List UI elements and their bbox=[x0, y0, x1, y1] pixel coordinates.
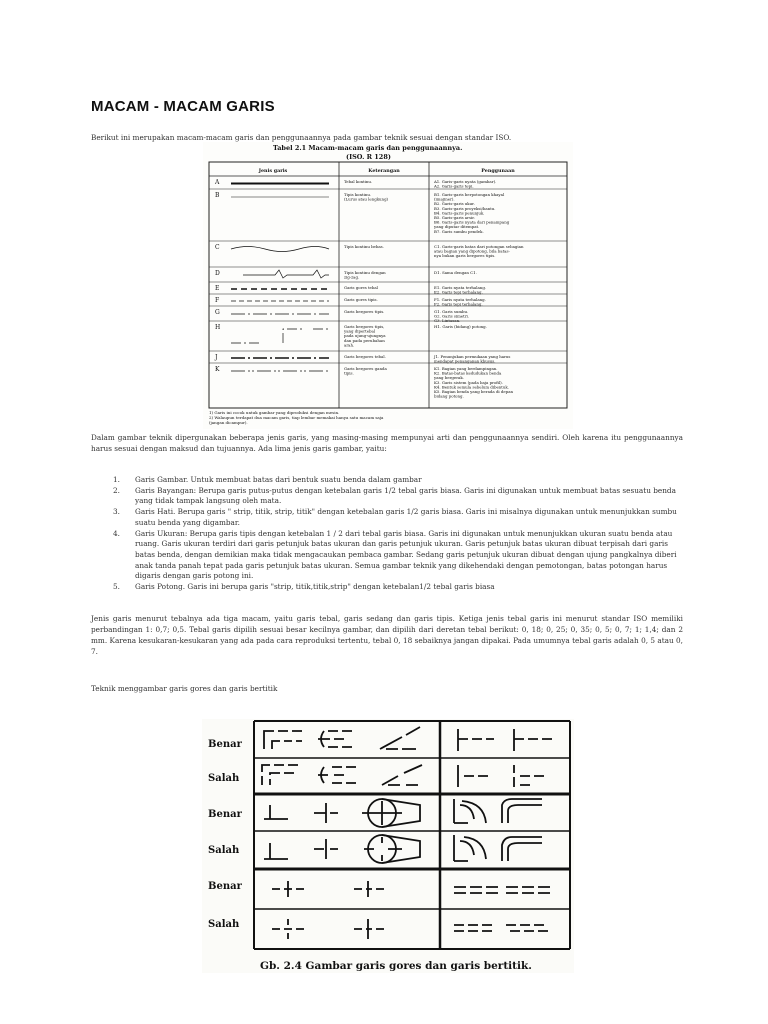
table-header-cell: Penggunaan bbox=[481, 168, 515, 174]
row-code: E bbox=[215, 285, 220, 292]
row-description: arah. bbox=[344, 342, 355, 348]
list-number: 3. bbox=[113, 507, 120, 517]
dashed-lines-figure bbox=[202, 719, 574, 973]
row-description: Tipis kontinu bebas. bbox=[344, 244, 384, 249]
figure-row-label: Benar bbox=[208, 881, 242, 892]
table-note: 2) Walaupun terdapat dua macam garis, tiap lembar memakai hanya satu macam saja bbox=[209, 415, 384, 420]
list-number: 5. bbox=[113, 582, 120, 592]
intro-paragraph: Berikut ini merupakan macam-macam garis dan penggunaannya pada gambar teknik sesuai dengan standar ISO. bbox=[91, 133, 512, 142]
table-note: (jangan dicampur). bbox=[209, 420, 248, 425]
row-usage: nya bukan garis bergores tipis. bbox=[434, 253, 496, 259]
table-caption: Tabel 2.1 Macam-macam garis dan penggunaannya. bbox=[273, 144, 463, 152]
line-kinds-list bbox=[91, 475, 681, 593]
row-usage: D1. Sama dengan C1. bbox=[434, 270, 477, 275]
row-usage: K3. Garis sistem (pada baja profil). bbox=[434, 379, 503, 385]
row-description: zig-zag. bbox=[344, 274, 360, 280]
table-row bbox=[215, 270, 477, 280]
row-usage: H1. Garis (bidang) potong. bbox=[434, 324, 487, 329]
row-usage: yang diputar ditempat. bbox=[434, 224, 480, 230]
row-description: Tipis kontinu. bbox=[344, 192, 372, 197]
table-caption-iso: (ISO. R 128) bbox=[346, 153, 391, 161]
row-usage: G2. Garis simetri. bbox=[434, 313, 469, 319]
table-row bbox=[215, 244, 524, 258]
list-item bbox=[91, 507, 681, 528]
technique-heading: Teknik menggambar garis gores dan garis bertitik bbox=[91, 684, 278, 693]
table-row bbox=[214, 179, 496, 189]
row-description: Tipis kontinu dengan bbox=[344, 270, 386, 275]
list-item bbox=[91, 529, 681, 583]
row-code: F bbox=[215, 297, 220, 304]
figure-row-label: Salah bbox=[208, 773, 240, 784]
row-description: dan pada perubahan bbox=[344, 337, 385, 343]
row-code: G bbox=[215, 309, 220, 316]
row-usage: E2. Garis tepi terhalang. bbox=[434, 289, 483, 295]
line-sample bbox=[243, 270, 329, 278]
row-code: A bbox=[215, 179, 220, 186]
row-usage: J1. Penunjukan permukaan yang harus bbox=[434, 354, 511, 359]
row-description: Garis bergores tipis. bbox=[344, 309, 385, 314]
list-text: Garis Bayangan: Berupa garis putus-putus dengan ketebalan garis 1/2 tebal garis biasa. Garis ini digunakan untuk membuat batas sesuatu benda yang tidak tampak langsung oleh mata. bbox=[135, 485, 676, 506]
row-usage: B7. Garis sumbu pendek. bbox=[434, 228, 484, 234]
list-item bbox=[91, 475, 681, 486]
row-usage: F2. Garis tepi terhalang. bbox=[434, 301, 483, 307]
table-row bbox=[215, 366, 514, 399]
figure-row-label: Salah bbox=[208, 845, 240, 856]
row-usage: A2. Garis-garis tepi. bbox=[434, 183, 474, 189]
table-row bbox=[215, 285, 486, 295]
row-usage: K1. Bagian yang berdampingan. bbox=[434, 366, 498, 371]
row-description: (Lurus atau lengkung) bbox=[344, 196, 389, 202]
figure-row-label: Salah bbox=[208, 919, 240, 930]
row-usage: B6. Garis-garis nyata dari penampang bbox=[434, 219, 510, 225]
list-item bbox=[91, 486, 681, 507]
row-usage: B1. Garis-garis berpotongan khayal bbox=[434, 192, 505, 197]
list-number: 1. bbox=[113, 475, 120, 484]
line-sample bbox=[231, 329, 329, 343]
list-text: Garis Hati. Berupa garis " strip, titik, strip, titik" dengan ketebalan garis 1/2 garis biasa. Garis ini misalnya digunakan untuk menunjukkan sumbu suatu benda yang digambar. bbox=[135, 507, 677, 527]
page-title: MACAM - MACAM GARIS bbox=[91, 98, 275, 115]
row-usage: mendapat penanganan khusus. bbox=[434, 358, 496, 364]
list-text: Garis Gambar. Untuk membuat batas dari bentuk suatu benda dalam gambar bbox=[135, 475, 422, 484]
row-code: B bbox=[215, 192, 220, 199]
row-code: C bbox=[215, 244, 220, 251]
list-text: Garis Ukuran: Berupa garis tipis dengan ketebalan 1 / 2 dari tebal garis biasa. Garis ini digunakan untuk menunjukkan ukuran suatu benda atau ruang. Garis ukuran terdiri dari garis petunjuk batas ukuran dan garis petunjuk ukuran. Garis petunjuk batas ukuran dibuat terpisah dari garis batas benda, dengan demikian maka tidak mengacaukan pembaca gambar. Sedang garis petunjuk ukuran dibuat dengan ujung pangkalnya diberi anak tanda panah tepat pada garis petunjuk batas ukuran. Semua gambar teknik yang dikehendaki dengan pemotongan, batas potongan harus digaris dengan garis potong ini. bbox=[135, 528, 677, 581]
row-usage: yang bergerak. bbox=[434, 375, 464, 381]
row-code: H bbox=[215, 324, 221, 331]
row-description: tipis. bbox=[344, 370, 354, 376]
row-usage: K2. Batas-batas kedudukan benda bbox=[434, 370, 502, 376]
figure-row-label: Benar bbox=[208, 739, 242, 750]
row-description: Tebal kontinu. bbox=[344, 179, 373, 184]
list-item bbox=[91, 582, 681, 593]
table-header-cell: Jenis garis bbox=[258, 168, 288, 174]
list-number: 2. bbox=[113, 485, 120, 495]
row-usage: F1. Garis nyata terhalang. bbox=[434, 297, 486, 302]
row-code: D bbox=[215, 270, 220, 277]
row-usage: A1. Garis-garis nyata (gambar). bbox=[434, 179, 497, 184]
row-usage: atau bagian yang dipotong, bila batas- bbox=[434, 248, 510, 254]
row-usage: K4. Bentuk semula sebelum dibentuk. bbox=[434, 384, 509, 390]
row-usage: (imajiner). bbox=[434, 196, 455, 202]
table-note: 1) Garis ini cocok untuk gambar yang diproduksi dengan mesin. bbox=[209, 410, 340, 415]
explanation-paragraph: Dalam gambar teknik dipergunakan beberapa jenis garis, yang masing-masing mempunyai arti dan penggunaannya sendiri. Oleh karena itu penggunaannya harus sesuai dengan maksud dan tujuannya. Ada lima jenis garis gambar, yaitu: bbox=[91, 433, 683, 453]
row-code: J bbox=[215, 354, 218, 361]
table-header-cell: Keterangan bbox=[368, 168, 400, 174]
row-usage: K5. Bagian benda yang berada di depan bbox=[434, 389, 514, 394]
figure-caption: Gb. 2.4 Gambar garis gores dan garis bertitik. bbox=[260, 960, 532, 972]
row-usage: G3. Lintasan. bbox=[434, 318, 461, 324]
row-usage: G1. Garis sumbu. bbox=[434, 309, 469, 314]
table-row bbox=[214, 354, 510, 364]
figure-row-label: Benar bbox=[208, 809, 242, 820]
line-types-table-image bbox=[203, 142, 573, 429]
row-usage: B2. Garis-garis ukur. bbox=[434, 201, 475, 207]
row-description: Garis bergores tebal. bbox=[344, 354, 386, 359]
row-description: pada ujung-ujungnya bbox=[344, 333, 386, 339]
row-usage: bidang potong. bbox=[434, 393, 464, 399]
row-description: Garis bergores ganda bbox=[344, 366, 387, 371]
row-usage: C1. Garis-garis batas dari potongan sebagian bbox=[434, 244, 524, 249]
line-types-table bbox=[203, 142, 573, 429]
row-description: Garis gores tebal bbox=[344, 285, 378, 290]
row-description: Garis bergores tipis, bbox=[344, 324, 385, 329]
row-description: Garis gores tipis. bbox=[344, 297, 378, 302]
table-row bbox=[215, 297, 486, 307]
row-usage: B3. Garis-garis proyeksi/bantu. bbox=[434, 205, 496, 211]
row-description: yang dipertebal bbox=[344, 328, 376, 334]
line-sample bbox=[231, 247, 329, 252]
list-text: Garis Potong. Garis ini berupa garis "strip, titik,titik,strip" dengan ketebalan1/2 tebal garis biasa bbox=[135, 582, 495, 592]
row-usage: B5. Garis-garis arsir. bbox=[434, 215, 475, 220]
row-code: K bbox=[215, 366, 220, 373]
dashed-lines-figure-image bbox=[202, 719, 574, 973]
list-number: 4. bbox=[113, 528, 120, 538]
row-usage: B4. Garis-garis penunjuk. bbox=[434, 210, 485, 216]
table-row bbox=[215, 192, 510, 234]
thickness-paragraph: Jenis garis menurut tebalnya ada tiga macam, yaitu garis tebal, garis sedang dan garis tipis. Ketiga jenis tebal garis ini menurut standar ISO memiliki perbandingan 1: 0,7; 0,5. Tebal garis dipilih sesuai besar kecilnya gambar, dan dipilih dari deretan tebal berikut: 0, 18; 0, 25; 0, 35; 0, 5; 0, 7; 1; 1,4; dan 2 mm. Karena kesukaran-kesukaran yang ada pada cara reproduksi tertentu, tebal 0, 18 sebaiknya jangan dipakai. Pada umumnya tebal garis adalah 0, 5 atau 0, 7. bbox=[91, 614, 683, 656]
table-row bbox=[215, 324, 487, 347]
row-usage: E1. Garis nyata terhalang. bbox=[434, 285, 487, 290]
